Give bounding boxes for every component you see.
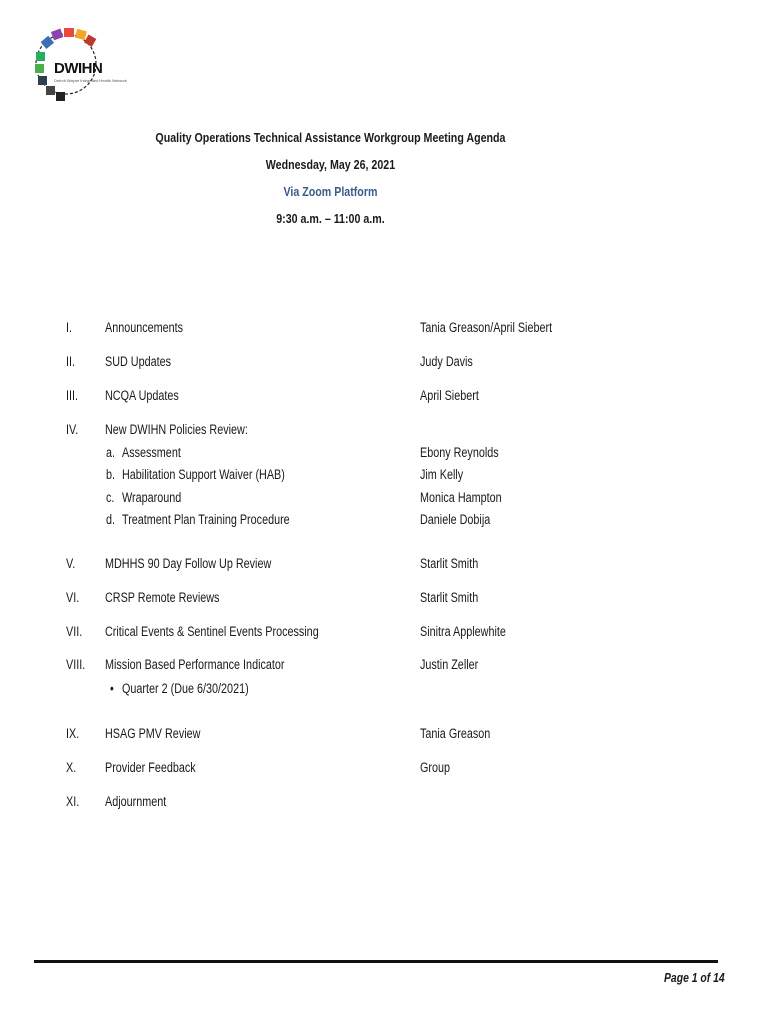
agenda-subitem-text: Quarter 2 (Due 6/30/2021): [122, 681, 249, 696]
agenda-item-number: XI.: [66, 794, 80, 809]
agenda-item-number: VIII.: [66, 657, 86, 672]
agenda-item-number: II.: [66, 354, 76, 369]
agenda-item-topic: SUD Updates: [105, 354, 172, 369]
agenda-item-presenter: Starlit Smith: [420, 590, 479, 605]
agenda-subitem-marker: c.: [106, 489, 115, 505]
page-number: Page 1 of 14: [664, 970, 725, 985]
agenda-subitem-marker: d.: [106, 511, 116, 527]
logo-tagline: Detroit Wayne Integrated Health Network: [54, 78, 127, 83]
agenda-subitem-presenter: Jim Kelly: [420, 467, 464, 483]
agenda-item-topic: MDHHS 90 Day Follow Up Review: [105, 556, 272, 571]
agenda-item-presenter: Sinitra Applewhite: [420, 624, 506, 639]
meeting-time: 9:30 a.m. – 11:00 a.m.: [276, 211, 385, 226]
footer-divider: [34, 960, 718, 963]
agenda-item-topic: HSAG PMV Review: [105, 726, 201, 741]
agenda-subitem-marker: •: [110, 681, 114, 696]
agenda-item-topic: Provider Feedback: [105, 760, 196, 775]
agenda-item-topic: Critical Events & Sentinel Events Processing: [105, 624, 319, 639]
agenda-item-topic: NCQA Updates: [105, 388, 179, 403]
agenda-item-number: I.: [66, 320, 73, 335]
meeting-date: Wednesday, May 26, 2021: [265, 157, 396, 172]
agenda-subitem-text: Assessment: [122, 445, 181, 460]
agenda-item-number: X.: [66, 760, 77, 775]
agenda-item-presenter: Tania Greason/April Siebert: [420, 320, 553, 335]
agenda-item-topic: Announcements: [105, 320, 184, 335]
agenda-item-number: III.: [66, 388, 79, 403]
agenda-item-topic: Mission Based Performance Indicator: [105, 657, 285, 672]
agenda-subitem-text: Treatment Plan Training Procedure: [122, 511, 290, 527]
agenda-item-number: VII.: [66, 624, 83, 639]
agenda-item-number: V.: [66, 556, 76, 571]
agenda-subitem-presenter: Monica Hampton: [420, 489, 502, 505]
agenda-item-number: IX.: [66, 726, 80, 741]
meeting-platform: Via Zoom Platform: [283, 184, 378, 199]
agenda-subitem-presenter: Daniele Dobija: [420, 511, 491, 527]
agenda-item-presenter: Justin Zeller: [420, 657, 479, 672]
agenda-subitem-text: Habilitation Support Waiver (HAB): [122, 467, 285, 483]
agenda-subitem-marker: b.: [106, 467, 116, 483]
agenda-item-number: VI.: [66, 590, 80, 605]
agenda-item-topic: Adjournment: [105, 794, 167, 809]
agenda-item-presenter: Starlit Smith: [420, 556, 479, 571]
agenda-item-topic: New DWIHN Policies Review:: [105, 422, 248, 437]
agenda-item-number: IV.: [66, 422, 79, 437]
agenda-title: Quality Operations Technical Assistance Workgroup Meeting Agenda: [155, 130, 506, 145]
agenda-subitem-presenter: Ebony Reynolds: [420, 445, 499, 460]
agenda-item-topic: CRSP Remote Reviews: [105, 590, 220, 605]
agenda-item-presenter: April Siebert: [420, 388, 479, 403]
agenda-item-presenter: Group: [420, 760, 451, 775]
agenda-item-presenter: Judy Davis: [420, 354, 473, 369]
agenda-subitem-marker: a.: [106, 445, 116, 460]
agenda-subitem-text: Wraparound: [122, 489, 182, 505]
agenda-item-presenter: Tania Greason: [420, 726, 491, 741]
logo-name: DWIHN: [54, 60, 103, 77]
